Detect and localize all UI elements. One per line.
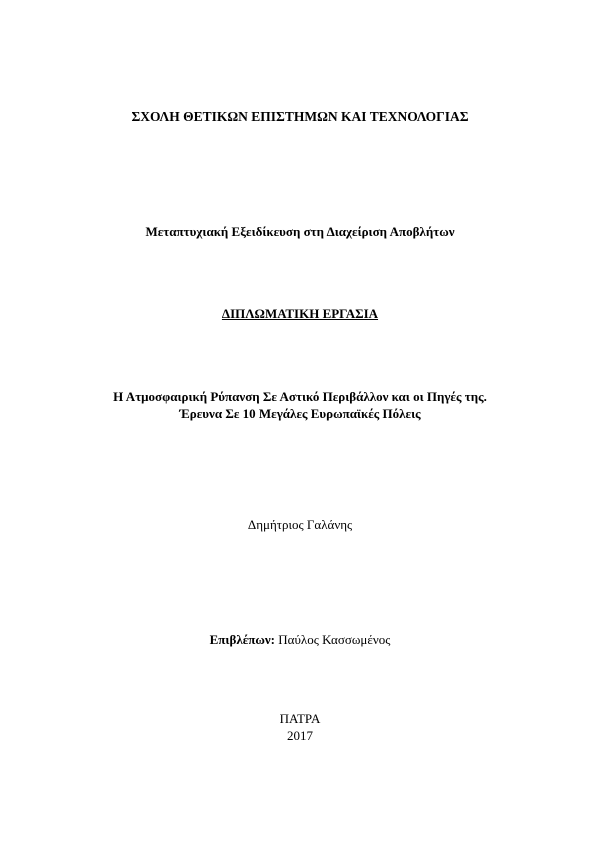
thesis-title-line-1: Η Ατμοσφαιρική Ρύπανση Σε Αστικό Περιβάλλον και οι Πηγές της.: [113, 389, 487, 404]
thesis-title-line-2: Έρευνα Σε 10 Μεγάλες Ευρωπαϊκές Πόλεις: [179, 406, 421, 421]
school-heading: ΣΧΟΛΗ ΘΕΤΙΚΩΝ ΕΠΙΣΤΗΜΩΝ ΚΑΙ ΤΕΧΝΟΛΟΓΙΑΣ: [131, 109, 469, 124]
supervisor-line: [0, 632, 600, 648]
thesis-label: ΔΙΠΛΩΜΑΤΙΚΗ ΕΡΓΑΣΙΑ: [221, 306, 379, 321]
year: 2017: [287, 728, 313, 743]
supervisor-label: Επιβλέπων:: [209, 632, 276, 647]
city: ΠΑΤΡΑ: [279, 711, 321, 726]
supervisor-name: Παύλος Κασσωμένος: [275, 632, 391, 647]
author-name: Δημήτριος Γαλάνης: [247, 517, 353, 532]
specialization-heading: Μεταπτυχιακή Εξειδίκευση στη Διαχείριση Αποβλήτων: [145, 224, 455, 239]
